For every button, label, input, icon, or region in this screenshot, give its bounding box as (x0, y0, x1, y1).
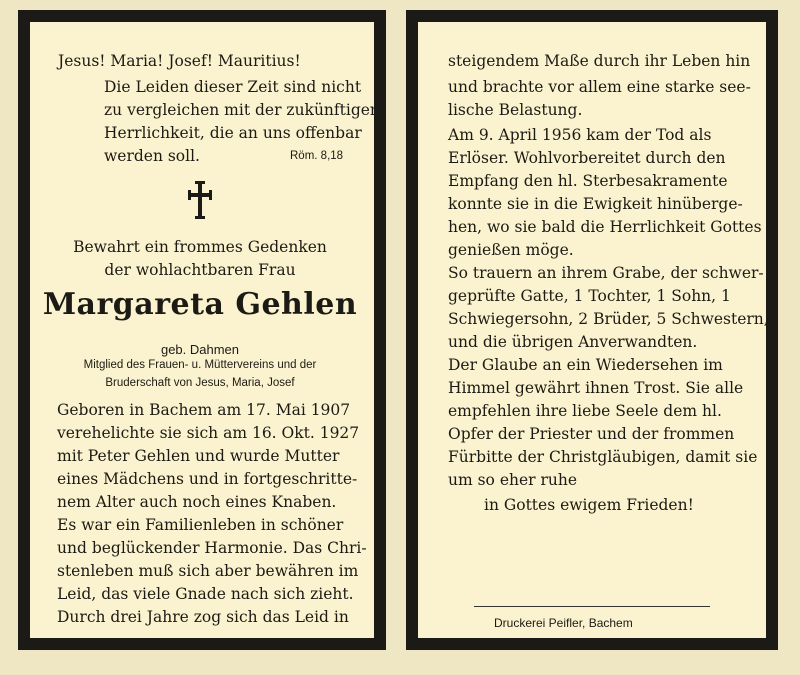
deceased-name: Margareta Gehlen (42, 287, 358, 322)
quote-reference: Röm. 8,18 (290, 150, 344, 162)
text-line: Erlöser. Wohlvorbereitet durch den (448, 149, 726, 167)
quote-line: zu vergleichen mit der zukünftigen (104, 101, 380, 119)
quote-line: Die Leiden dieser Zeit sind nicht (104, 78, 362, 96)
text-line: hen, wo sie bald die Herrlichkeit Gottes (448, 218, 762, 236)
biography-line: mit Peter Gehlen und wurde Mutter (57, 447, 340, 465)
text-line: konnte sie in die Ewigkeit hinüberge- (448, 195, 743, 213)
memory-line: Bewahrt ein frommes Gedenken (73, 238, 327, 256)
invocation-heading: Jesus! Maria! Josef! Mauritius! (58, 52, 301, 70)
membership-line: Mitglied des Frauen- u. Müttervereins und der (83, 359, 317, 371)
maiden-name: geb. Dahmen (160, 342, 240, 357)
text-line: und brachte vor allem eine starke see- (448, 78, 751, 96)
text-line: Fürbitte der Christgläubigen, damit sie (448, 448, 758, 466)
text-line: genießen möge. (448, 241, 574, 259)
text-line: um so eher ruhe (448, 471, 578, 489)
text-line: lische Belastung. (448, 101, 583, 119)
biography-line: und beglückender Harmonie. Das Chri- (57, 539, 367, 557)
text-line: Empfang den hl. Sterbesakramente (448, 172, 728, 190)
text-line: Schwiegersohn, 2 Brüder, 5 Schwestern, (448, 310, 769, 328)
biography-line: verehelichte sie sich am 16. Okt. 1927 (57, 424, 360, 442)
text-line: und die übrigen Anverwandten. (448, 333, 698, 351)
quote-line: Herrlichkeit, die an uns offenbar (104, 124, 362, 142)
biography-line: Durch drei Jahre zog sich das Leid in (57, 608, 349, 626)
text-line: So trauern an ihrem Grabe, der schwer- (448, 264, 764, 282)
text-line: steigendem Maße durch ihr Leben hin (448, 52, 751, 70)
biography-line: stenleben muß sich aber bewähren im (57, 562, 359, 580)
cross-icon (188, 181, 212, 219)
biography-line: Leid, das viele Gnade nach sich zieht. (57, 585, 354, 603)
text-line: geprüfte Gatte, 1 Tochter, 1 Sohn, 1 (448, 287, 731, 305)
text-line: Himmel gewährt ihnen Trost. Sie alle (448, 379, 744, 397)
text-line: Am 9. April 1956 kam der Tod als (448, 126, 712, 144)
printer-divider (474, 606, 710, 607)
quote-line: werden soll. (104, 147, 200, 165)
biography-line: eines Mädchens und in fortgeschritte- (57, 470, 358, 488)
memory-line: der wohlachtbaren Frau (104, 261, 296, 279)
biography-line: nem Alter auch noch eines Knaben. (57, 493, 337, 511)
biography-line: Es war ein Familienleben in schöner (57, 516, 344, 534)
text-line: Der Glaube an ein Wiedersehen im (448, 356, 723, 374)
closing-line: in Gottes ewigem Frieden! (484, 496, 694, 514)
text-line: Opfer der Priester und der frommen (448, 425, 735, 443)
text-line: empfehlen ihre liebe Seele dem hl. (448, 402, 722, 420)
printer-imprint: Druckerei Peifler, Bachem (494, 616, 633, 630)
membership-line: Bruderschaft von Jesus, Maria, Josef (105, 377, 295, 389)
biography-line: Geboren in Bachem am 17. Mai 1907 (57, 401, 351, 419)
